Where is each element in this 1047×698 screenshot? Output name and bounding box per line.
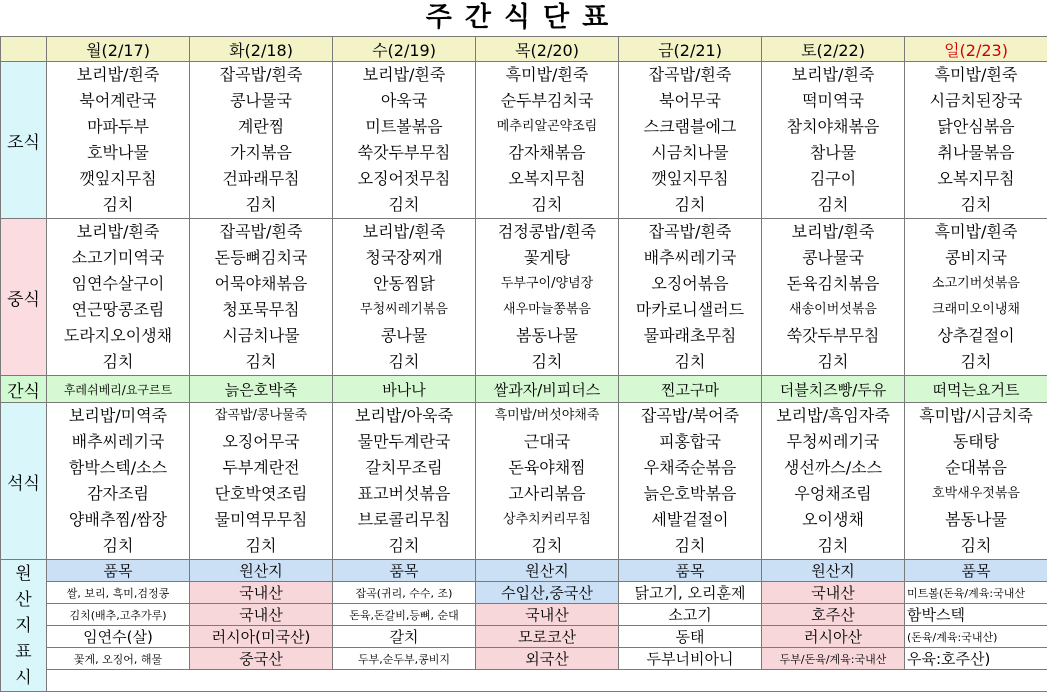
origin-label-char: 시 bbox=[15, 667, 32, 688]
breakfast-item: 오징어젓무침 bbox=[357, 169, 451, 188]
dinner-item: 김치 bbox=[817, 536, 849, 555]
lunch-item: 보리밥/흰죽 bbox=[791, 222, 875, 241]
breakfast-item: 김치 bbox=[102, 195, 134, 214]
breakfast-cell bbox=[47, 62, 190, 219]
lunch-cell bbox=[619, 219, 762, 376]
dinner-item: 돈육야채찜 bbox=[508, 458, 586, 477]
breakfast-cell bbox=[333, 62, 476, 219]
dinner-item: 잡곡밥/콩나물죽 bbox=[214, 408, 308, 423]
breakfast-cell bbox=[476, 62, 619, 219]
day-header: 토(2/22) bbox=[762, 37, 905, 62]
lunch-item: 콩나물 bbox=[380, 326, 428, 345]
breakfast-item: 김치 bbox=[960, 195, 992, 214]
snack-cell: 더블치즈빵/두유 bbox=[762, 376, 905, 403]
dinner-item: 김치 bbox=[245, 536, 277, 555]
meal-label-lunch: 중식 bbox=[1, 219, 47, 376]
lunch-item: 두부구이/양념장 bbox=[500, 276, 594, 291]
breakfast-item: 김치 bbox=[245, 195, 277, 214]
dinner-item: 표고버섯볶음 bbox=[357, 484, 451, 503]
lunch-cell bbox=[762, 219, 905, 376]
breakfast-item: 북어무국 bbox=[659, 91, 721, 110]
origin-cell: 동태 bbox=[619, 626, 762, 648]
dinner-cell bbox=[333, 403, 476, 560]
origin-cell: 소고기 bbox=[619, 604, 762, 626]
breakfast-item: 호박나물 bbox=[87, 143, 149, 162]
dinner-cell bbox=[619, 403, 762, 560]
dinner-item: 동태탕 bbox=[952, 432, 1000, 451]
origin-label-char: 산 bbox=[15, 589, 32, 610]
origin-cell: 러시아(미국산) bbox=[190, 626, 333, 648]
dinner-item: 양배추찜/쌈장 bbox=[68, 510, 168, 529]
lunch-item: 새송이버섯볶음 bbox=[789, 302, 877, 317]
origin-cell: (돈육/계육:국내산) bbox=[905, 626, 1047, 648]
dinner-item: 김치 bbox=[102, 536, 134, 555]
breakfast-item: 시금치나물 bbox=[651, 143, 729, 162]
lunch-item: 소고기미역국 bbox=[71, 248, 165, 267]
origin-cell: 국내산 bbox=[476, 604, 619, 626]
lunch-cell bbox=[476, 219, 619, 376]
origin-header: 품목 bbox=[905, 560, 1047, 582]
breakfast-item: 보리밥/흰죽 bbox=[362, 65, 446, 84]
origin-cell: 임연수(살) bbox=[47, 626, 190, 648]
breakfast-item: 취나물볶음 bbox=[937, 143, 1015, 162]
origin-cell: 미트볼(돈육/계육:국내산 bbox=[905, 582, 1047, 604]
snack-cell: 후레쉬베리/요구르트 bbox=[47, 376, 190, 403]
origin-header: 원산지 bbox=[190, 560, 333, 582]
dinner-item: 호박새우젓볶음 bbox=[932, 486, 1020, 501]
origin-cell: 닭고기, 오리훈제 bbox=[619, 582, 762, 604]
lunch-item: 김치 bbox=[674, 352, 706, 371]
weekly-menu-table bbox=[0, 36, 1047, 692]
lunch-item: 돈등뼈김치국 bbox=[214, 248, 308, 267]
dinner-item: 순대볶음 bbox=[945, 458, 1007, 477]
dinner-item: 보리밥/미역죽 bbox=[68, 406, 168, 425]
dinner-item: 물만두계란국 bbox=[357, 432, 451, 451]
lunch-cell bbox=[190, 219, 333, 376]
breakfast-item: 메추리알곤약조림 bbox=[496, 119, 598, 134]
origin-header: 원산지 bbox=[476, 560, 619, 582]
dinner-item: 생선까스/소스 bbox=[783, 458, 883, 477]
lunch-item: 흑미밥/흰죽 bbox=[934, 222, 1018, 241]
origin-cell: 함박스텍 bbox=[905, 604, 1047, 626]
lunch-item: 새우마늘쫑볶음 bbox=[503, 302, 591, 317]
day-header: 일(2/23) bbox=[905, 37, 1047, 62]
page-title: 주간식단표 bbox=[425, 2, 622, 33]
breakfast-item: 아욱국 bbox=[380, 91, 428, 110]
origin-cell: 외국산 bbox=[476, 648, 619, 670]
origin-cell: 우육:호주산) bbox=[905, 648, 1047, 670]
lunch-item: 연근땅콩조림 bbox=[71, 300, 165, 319]
breakfast-item: 마파두부 bbox=[87, 117, 149, 136]
origin-cell: 쌀, 보리, 흑미,검정콩 bbox=[47, 582, 190, 604]
day-header: 목(2/20) bbox=[476, 37, 619, 62]
lunch-item: 김치 bbox=[960, 352, 992, 371]
breakfast-item: 김치 bbox=[531, 195, 563, 214]
lunch-item: 안동찜닭 bbox=[373, 274, 435, 293]
lunch-item: 물파래초무침 bbox=[643, 326, 737, 345]
lunch-item: 청포묵무침 bbox=[222, 300, 300, 319]
breakfast-item: 계란찜 bbox=[237, 117, 285, 136]
dinner-item: 배추씨레기국 bbox=[71, 432, 165, 451]
lunch-item: 마카로니샐러드 bbox=[635, 300, 745, 319]
breakfast-item: 감자채볶음 bbox=[508, 143, 586, 162]
origin-cell: 꽃게, 오징어, 해물 bbox=[47, 648, 190, 670]
dinner-cell bbox=[905, 403, 1047, 560]
origin-cell: 중국산 bbox=[190, 648, 333, 670]
day-header: 화(2/18) bbox=[190, 37, 333, 62]
lunch-item: 무청씨레기볶음 bbox=[360, 302, 448, 317]
origin-cell: 두부/돈육/계육:국내산 bbox=[762, 648, 905, 670]
lunch-item: 봄동나물 bbox=[516, 326, 578, 345]
breakfast-item: 참치야채볶음 bbox=[786, 117, 880, 136]
origin-cell: 수입산,중국산 bbox=[476, 582, 619, 604]
origin-header: 품목 bbox=[619, 560, 762, 582]
snack-cell: 떠먹는요거트 bbox=[905, 376, 1047, 403]
lunch-item: 검정콩밥/흰죽 bbox=[497, 222, 597, 241]
lunch-cell bbox=[47, 219, 190, 376]
breakfast-cell bbox=[619, 62, 762, 219]
dinner-item: 함박스텍/소스 bbox=[68, 458, 168, 477]
breakfast-item: 보리밥/흰죽 bbox=[76, 65, 160, 84]
meal-label-dinner: 석식 bbox=[1, 403, 47, 560]
lunch-item: 김치 bbox=[817, 352, 849, 371]
origin-cell: 국내산 bbox=[190, 604, 333, 626]
meal-label-origin bbox=[1, 560, 47, 692]
breakfast-item: 김치 bbox=[817, 195, 849, 214]
breakfast-item: 시금치된장국 bbox=[929, 91, 1023, 110]
origin-cell: 갈치 bbox=[333, 626, 476, 648]
breakfast-item: 오복지무침 bbox=[508, 169, 586, 188]
lunch-item: 임연수살구이 bbox=[71, 274, 165, 293]
origin-header: 원산지 bbox=[762, 560, 905, 582]
day-header: 수(2/19) bbox=[333, 37, 476, 62]
origin-header: 품목 bbox=[333, 560, 476, 582]
breakfast-item: 잡곡밥/흰죽 bbox=[648, 65, 732, 84]
breakfast-item: 김치 bbox=[388, 195, 420, 214]
dinner-item: 브로콜리무침 bbox=[357, 510, 451, 529]
dinner-item: 감자조림 bbox=[87, 484, 149, 503]
lunch-item: 어묵야채볶음 bbox=[214, 274, 308, 293]
lunch-item: 청국장찌개 bbox=[365, 248, 443, 267]
lunch-item: 상추겉절이 bbox=[937, 326, 1015, 345]
breakfast-cell bbox=[190, 62, 333, 219]
lunch-item: 배추씨레기국 bbox=[643, 248, 737, 267]
dinner-item: 오징어무국 bbox=[222, 432, 300, 451]
breakfast-item: 김구이 bbox=[809, 169, 857, 188]
breakfast-item: 닭안심볶음 bbox=[937, 117, 1015, 136]
breakfast-item: 오복지무침 bbox=[937, 169, 1015, 188]
dinner-item: 흑미밥/시금치죽 bbox=[919, 406, 1033, 425]
dinner-item: 흑미밥/버섯야채죽 bbox=[494, 408, 600, 423]
lunch-item: 김치 bbox=[531, 352, 563, 371]
breakfast-item: 김치 bbox=[674, 195, 706, 214]
lunch-item: 김치 bbox=[245, 352, 277, 371]
breakfast-item: 순두부김치국 bbox=[500, 91, 594, 110]
lunch-item: 쑥갓두부무침 bbox=[786, 326, 880, 345]
breakfast-cell bbox=[762, 62, 905, 219]
dinner-item: 늙은호박볶음 bbox=[643, 484, 737, 503]
snack-cell: 쌀과자/비피더스 bbox=[476, 376, 619, 403]
dinner-item: 우엉채조림 bbox=[794, 484, 872, 503]
lunch-item: 오징어볶음 bbox=[651, 274, 729, 293]
breakfast-item: 떡미역국 bbox=[802, 91, 864, 110]
lunch-item: 보리밥/흰죽 bbox=[362, 222, 446, 241]
lunch-item: 크래미오이냉채 bbox=[932, 302, 1020, 317]
origin-cell: 두부너비아니 bbox=[619, 648, 762, 670]
breakfast-item: 콩나물국 bbox=[230, 91, 292, 110]
origin-cell: 김치(배추,고추가루) bbox=[47, 604, 190, 626]
origin-cell: 잡곡(귀리, 수수, 조) bbox=[333, 582, 476, 604]
lunch-item: 돈육김치볶음 bbox=[786, 274, 880, 293]
dinner-item: 고사리볶음 bbox=[508, 484, 586, 503]
origin-cell: 호주산 bbox=[762, 604, 905, 626]
lunch-cell bbox=[333, 219, 476, 376]
breakfast-item: 건파래무침 bbox=[222, 169, 300, 188]
day-header: 월(2/17) bbox=[47, 37, 190, 62]
breakfast-item: 참나물 bbox=[809, 143, 857, 162]
lunch-item: 보리밥/흰죽 bbox=[76, 222, 160, 241]
dinner-item: 김치 bbox=[388, 536, 420, 555]
breakfast-item: 쑥갓두부무침 bbox=[357, 143, 451, 162]
breakfast-item: 미트볼볶음 bbox=[365, 117, 443, 136]
breakfast-item: 흑미밥/흰죽 bbox=[934, 65, 1018, 84]
lunch-item: 도라지오이생채 bbox=[63, 326, 173, 345]
origin-label-char: 지 bbox=[15, 615, 32, 636]
origin-cell: 러시아산 bbox=[762, 626, 905, 648]
origin-header: 품목 bbox=[47, 560, 190, 582]
day-header: 금(2/21) bbox=[619, 37, 762, 62]
origin-cell: 두부,순두부,콩비지 bbox=[333, 648, 476, 670]
origin-label-char: 원 bbox=[15, 563, 32, 584]
origin-label-char: 표 bbox=[15, 641, 32, 662]
lunch-item: 소고기버섯볶음 bbox=[932, 276, 1020, 291]
dinner-item: 보리밥/아욱죽 bbox=[354, 406, 454, 425]
dinner-item: 우채죽순볶음 bbox=[643, 458, 737, 477]
dinner-cell bbox=[476, 403, 619, 560]
breakfast-cell bbox=[905, 62, 1047, 219]
origin-cell: 돈육,돈갈비,등뼈, 순대 bbox=[333, 604, 476, 626]
dinner-item: 김치 bbox=[960, 536, 992, 555]
meal-label-breakfast: 조식 bbox=[1, 62, 47, 219]
dinner-item: 보리밥/흑임자죽 bbox=[776, 406, 890, 425]
breakfast-item: 북어계란국 bbox=[79, 91, 157, 110]
breakfast-item: 깻잎지무침 bbox=[79, 169, 157, 188]
snack-cell: 찐고구마 bbox=[619, 376, 762, 403]
snack-cell: 바나나 bbox=[333, 376, 476, 403]
breakfast-item: 가지볶음 bbox=[230, 143, 292, 162]
lunch-cell bbox=[905, 219, 1047, 376]
snack-cell: 늙은호박죽 bbox=[190, 376, 333, 403]
dinner-item: 물미역무무침 bbox=[214, 510, 308, 529]
dinner-item: 상추치커리무침 bbox=[503, 512, 591, 527]
dinner-item: 단호박엿조림 bbox=[214, 484, 308, 503]
origin-cell: 모로코산 bbox=[476, 626, 619, 648]
breakfast-item: 보리밥/흰죽 bbox=[791, 65, 875, 84]
lunch-item: 꽃게탕 bbox=[523, 248, 571, 267]
lunch-item: 잡곡밥/흰죽 bbox=[219, 222, 303, 241]
dinner-item: 김치 bbox=[531, 536, 563, 555]
meal-label-snack: 간식 bbox=[1, 376, 47, 403]
lunch-item: 콩나물국 bbox=[802, 248, 864, 267]
lunch-item: 시금치나물 bbox=[222, 326, 300, 345]
origin-blank-row bbox=[47, 670, 1047, 692]
dinner-item: 잡곡밥/북어죽 bbox=[640, 406, 740, 425]
breakfast-item: 흑미밥/흰죽 bbox=[505, 65, 589, 84]
dinner-item: 세발겉절이 bbox=[651, 510, 729, 529]
lunch-item: 콩비지국 bbox=[945, 248, 1007, 267]
origin-cell: 국내산 bbox=[190, 582, 333, 604]
lunch-item: 김치 bbox=[102, 352, 134, 371]
origin-cell: 국내산 bbox=[762, 582, 905, 604]
dinner-item: 봄동나물 bbox=[945, 510, 1007, 529]
breakfast-item: 잡곡밥/흰죽 bbox=[219, 65, 303, 84]
dinner-item: 근대국 bbox=[523, 432, 571, 451]
dinner-cell bbox=[190, 403, 333, 560]
dinner-item: 오이생채 bbox=[802, 510, 864, 529]
dinner-item: 피홍합국 bbox=[659, 432, 721, 451]
breakfast-item: 스크램블에그 bbox=[643, 117, 737, 136]
dinner-item: 두부계란전 bbox=[222, 458, 300, 477]
dinner-cell bbox=[762, 403, 905, 560]
dinner-item: 김치 bbox=[674, 536, 706, 555]
lunch-item: 김치 bbox=[388, 352, 420, 371]
corner-cell bbox=[1, 37, 47, 62]
breakfast-item: 깻잎지무침 bbox=[651, 169, 729, 188]
dinner-item: 갈치무조림 bbox=[365, 458, 443, 477]
dinner-cell bbox=[47, 403, 190, 560]
dinner-item: 무청씨레기국 bbox=[786, 432, 880, 451]
lunch-item: 잡곡밥/흰죽 bbox=[648, 222, 732, 241]
